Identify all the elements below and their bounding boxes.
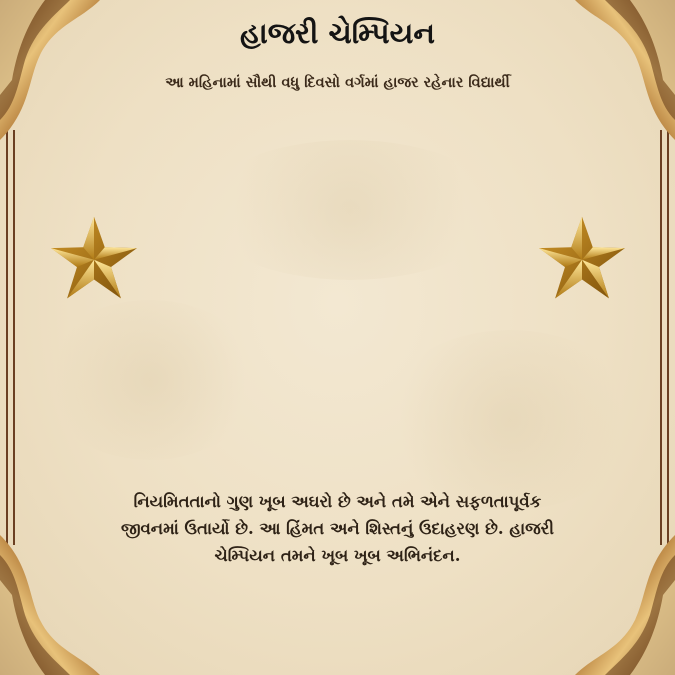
paper-texture (380, 330, 640, 510)
right-border-line (667, 130, 669, 545)
left-border-line (13, 130, 15, 545)
paper-texture (40, 300, 260, 460)
page-subtitle: આ મહિનામાં સૌથી વધુ દિવસો વર્ગમાં હાજર રહેનાર વિદ્યાર્થી (165, 75, 510, 91)
message-line: ચેમ્પિયન તમને ખૂબ ખૂબ અભિનંદન. (214, 546, 461, 565)
paper-texture (200, 140, 500, 280)
gold-star-icon (537, 215, 627, 301)
congratulation-message (90, 488, 585, 569)
message-line: જીવનમાં ઉતાર્યો છે. આ હિંમત અને શિસ્તનું ઉદાહરણ છે. હાજરી (120, 519, 555, 538)
left-border-line (6, 130, 8, 545)
gold-star-icon (49, 215, 139, 301)
message-line: નિયમિતતાનો ગુણ ખૂબ અઘરો છે અને તમે એને સફળતાપૂર્વક (133, 492, 542, 511)
page-title: હાજરી ચેમ્પિયન (240, 16, 435, 50)
right-border-line (660, 130, 662, 545)
